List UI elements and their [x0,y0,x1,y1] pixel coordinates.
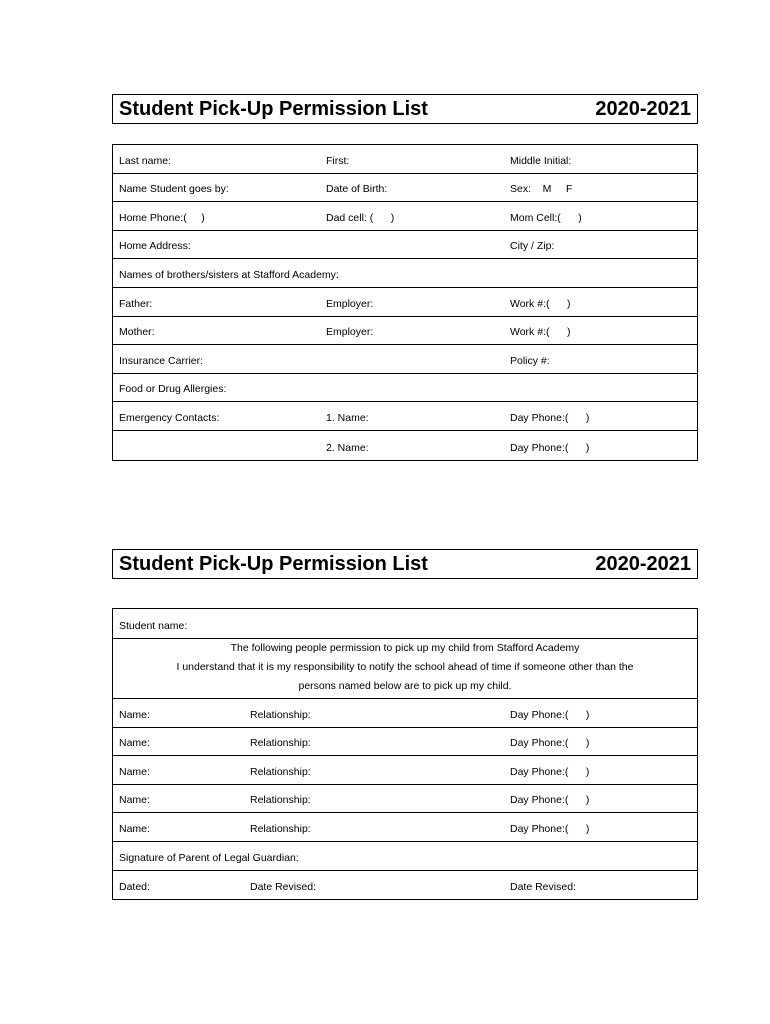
pickup-name-label: Name: [119,737,150,750]
mom-cell-label: Mom Cell:( ) [510,211,582,224]
emergency-contacts-label: Emergency Contacts: [119,411,220,424]
relationship-label: Relationship: [250,737,311,750]
form-row [113,345,697,374]
siblings-label: Names of brothers/sisters at Stafford Academy: [119,268,339,281]
student-info-form [112,144,698,461]
home-address-label: Home Address: [119,240,191,253]
form-row [113,374,697,403]
permission-notice [113,639,697,699]
form-row [113,174,697,203]
first-name-label: First: [326,154,350,167]
pickup-permission-form [112,608,698,900]
form-row [113,231,697,260]
mother-label: Mother: [119,326,155,339]
contact2-phone-label: Day Phone:( ) [510,441,590,454]
form-row [113,756,697,785]
dad-cell-label: Dad cell: ( ) [326,211,395,224]
form-row [113,202,697,231]
notice-line: persons named below are to pick up my child. [298,680,512,692]
day-phone-label: Day Phone:( ) [510,822,590,835]
form-row [113,609,697,639]
notice-line: The following people permission to pick up my child from Stafford Academy [230,642,580,654]
relationship-label: Relationship: [250,794,311,807]
section2-title-bar [112,549,698,579]
last-name-label: Last name: [119,154,171,167]
contact2-name-label: 2. Name: [326,441,369,454]
day-phone-label: Day Phone:( ) [510,737,590,750]
pickup-name-label: Name: [119,794,150,807]
dob-label: Date of Birth: [326,183,388,196]
father-work-label: Work #:( ) [510,297,571,310]
date-revised-label: Date Revised: [250,881,316,894]
signature-label: Signature of Parent of Legal Guardian: [119,851,299,864]
nickname-label: Name Student goes by: [119,183,229,196]
section1-title: Student Pick-Up Permission List [119,97,428,120]
form-row [113,813,697,842]
relationship-label: Relationship: [250,708,311,721]
section1-title-bar [112,94,698,124]
policy-label: Policy #: [510,354,550,367]
section2-title: Student Pick-Up Permission List [119,552,428,575]
student-name-label: Student name: [119,620,188,632]
allergies-label: Food or Drug Allergies: [119,383,227,396]
day-phone-label: Day Phone:( ) [510,708,590,721]
form-row [113,728,697,757]
notice-line: I understand that it is my responsibility to notify the school ahead of time if someone other than the [176,661,634,673]
mother-employer-label: Employer: [326,326,374,339]
form-row [113,842,697,871]
middle-initial-label: Middle Initial: [510,154,572,167]
date-revised-label: Date Revised: [510,881,576,894]
form-row [113,785,697,814]
father-employer-label: Employer: [326,297,374,310]
pickup-name-label: Name: [119,822,150,835]
form-row [113,317,697,346]
sex-label: Sex: M F [510,183,573,196]
contact1-name-label: 1. Name: [326,411,369,424]
section2-year: 2020-2021 [595,552,691,575]
mother-work-label: Work #:( ) [510,326,571,339]
pickup-name-label: Name: [119,708,150,721]
city-zip-label: City / Zip: [510,240,555,253]
pickup-name-label: Name: [119,765,150,778]
relationship-label: Relationship: [250,822,311,835]
form-row [113,145,697,174]
form-row [113,259,697,288]
contact1-phone-label: Day Phone:( ) [510,411,590,424]
form-row [113,402,697,431]
father-label: Father: [119,297,153,310]
section1-year: 2020-2021 [595,97,691,120]
form-row [113,288,697,317]
form-row [113,431,697,460]
relationship-label: Relationship: [250,765,311,778]
dated-label: Dated: [119,881,150,894]
form-row [113,699,697,728]
insurance-label: Insurance Carrier: [119,354,204,367]
home-phone-label: Home Phone:( ) [119,211,205,224]
form-row [113,871,697,900]
day-phone-label: Day Phone:( ) [510,794,590,807]
day-phone-label: Day Phone:( ) [510,765,590,778]
